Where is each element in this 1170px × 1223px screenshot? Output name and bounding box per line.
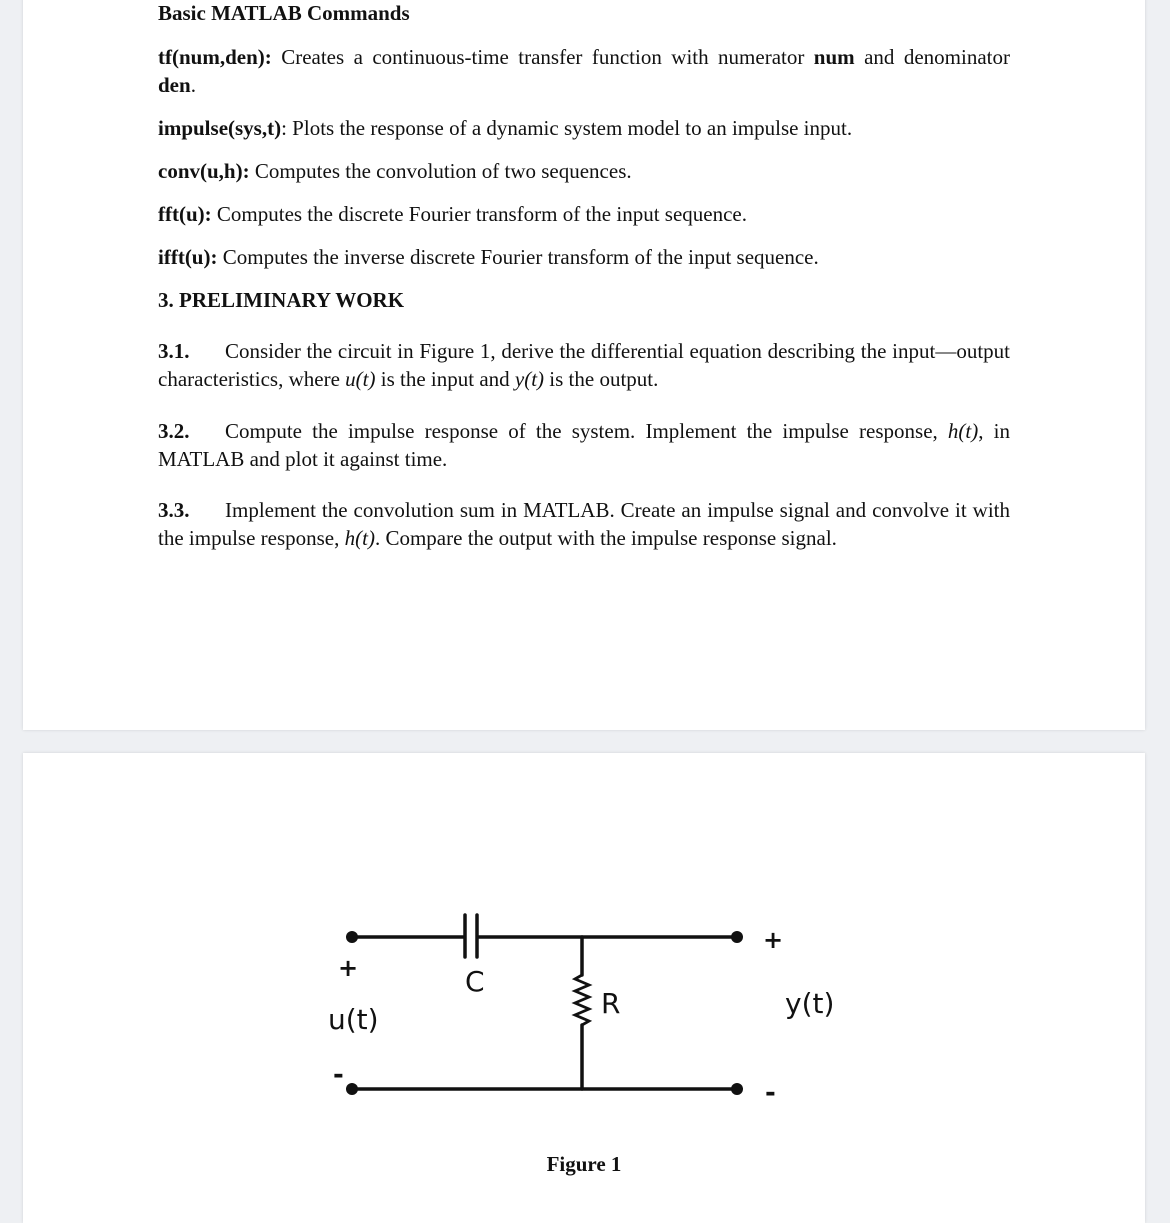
command-impulse-desc: : Plots the response of a dynamic system model to an impulse input.	[281, 116, 853, 140]
command-impulse-name: impulse(sys,t)	[158, 116, 282, 140]
heading-basic-matlab-commands: Basic MATLAB Commands	[158, 1, 410, 25]
command-conv-name: conv(u,h):	[158, 159, 250, 183]
resistor-zigzag	[575, 975, 589, 1025]
output-plus-sign: +	[763, 926, 784, 954]
item-3-1-math-u: u(t)	[345, 367, 376, 391]
section-heading: 3. PRELIMINARY WORK	[158, 288, 405, 312]
capacitor-label: C	[465, 965, 485, 998]
command-ifft-desc: Computes the inverse discrete Fourier transform of the input sequence.	[217, 245, 819, 269]
figure-caption: Figure 1	[546, 1152, 622, 1176]
command-impulse	[158, 114, 1010, 142]
item-3-3-text-1: Implement the convolution sum in MATLAB. Create an impulse signal and convolve it with the impulse response,	[158, 498, 1010, 550]
item-3-2-number: 3.2.	[158, 419, 190, 443]
command-fft	[158, 200, 1010, 228]
document-page-2	[23, 753, 1145, 1223]
item-3-1	[158, 337, 1010, 393]
command-fft-desc: Computes the discrete Fourier transform of the input sequence.	[211, 202, 747, 226]
item-3-1-math-y: y(t)	[514, 367, 545, 391]
input-terminal-bottom	[346, 1083, 358, 1095]
item-3-2-text-2: , in MATLAB and plot it against time.	[158, 419, 1010, 471]
output-terminal-top	[731, 931, 743, 943]
document-page-1	[23, 0, 1145, 730]
input-terminal-top	[346, 931, 358, 943]
item-3-2	[158, 417, 1010, 473]
item-3-2-math-h: h(t)	[947, 419, 979, 443]
command-fft-name: fft(u):	[158, 202, 212, 226]
item-3-1-text-1: Consider the circuit in Figure 1, derive the differential equation describing the input—output characteristics, where	[158, 339, 1010, 391]
item-3-2-text-1: Compute the impulse response of the system. Implement the impulse response,	[225, 419, 948, 443]
item-3-3-text-2: . Compare the output with the impulse response signal.	[374, 526, 837, 550]
input-plus-sign: +	[338, 954, 359, 982]
item-3-3-number: 3.3.	[158, 498, 190, 522]
command-tf-desc-2: and denominator	[854, 45, 1010, 69]
command-tf-desc-3: .	[190, 73, 196, 97]
input-label: u(t)	[328, 1003, 379, 1036]
command-tf	[158, 43, 1010, 99]
output-label: y(t)	[785, 987, 835, 1020]
item-3-1-number: 3.1.	[158, 339, 190, 363]
item-3-3	[158, 496, 1010, 552]
command-tf-desc-1: Creates a continuous-time transfer function with numerator	[271, 45, 814, 69]
command-conv	[158, 157, 1010, 185]
resistor-label: R	[601, 987, 621, 1020]
output-terminal-bottom	[731, 1083, 743, 1095]
command-tf-name: tf(num,den):	[158, 45, 272, 69]
command-ifft-name: ifft(u):	[158, 245, 218, 269]
command-conv-desc: Computes the convolution of two sequences.	[249, 159, 632, 183]
item-3-1-text-2: is the input and	[375, 367, 515, 391]
item-3-1-text-3: is the output.	[544, 367, 659, 391]
item-3-3-math-h: h(t)	[344, 526, 375, 550]
output-minus-sign: -	[765, 1078, 776, 1108]
command-ifft	[158, 243, 1010, 271]
command-tf-num: num	[813, 45, 855, 69]
command-tf-den: den	[158, 73, 191, 97]
input-minus-sign: -	[333, 1060, 344, 1090]
